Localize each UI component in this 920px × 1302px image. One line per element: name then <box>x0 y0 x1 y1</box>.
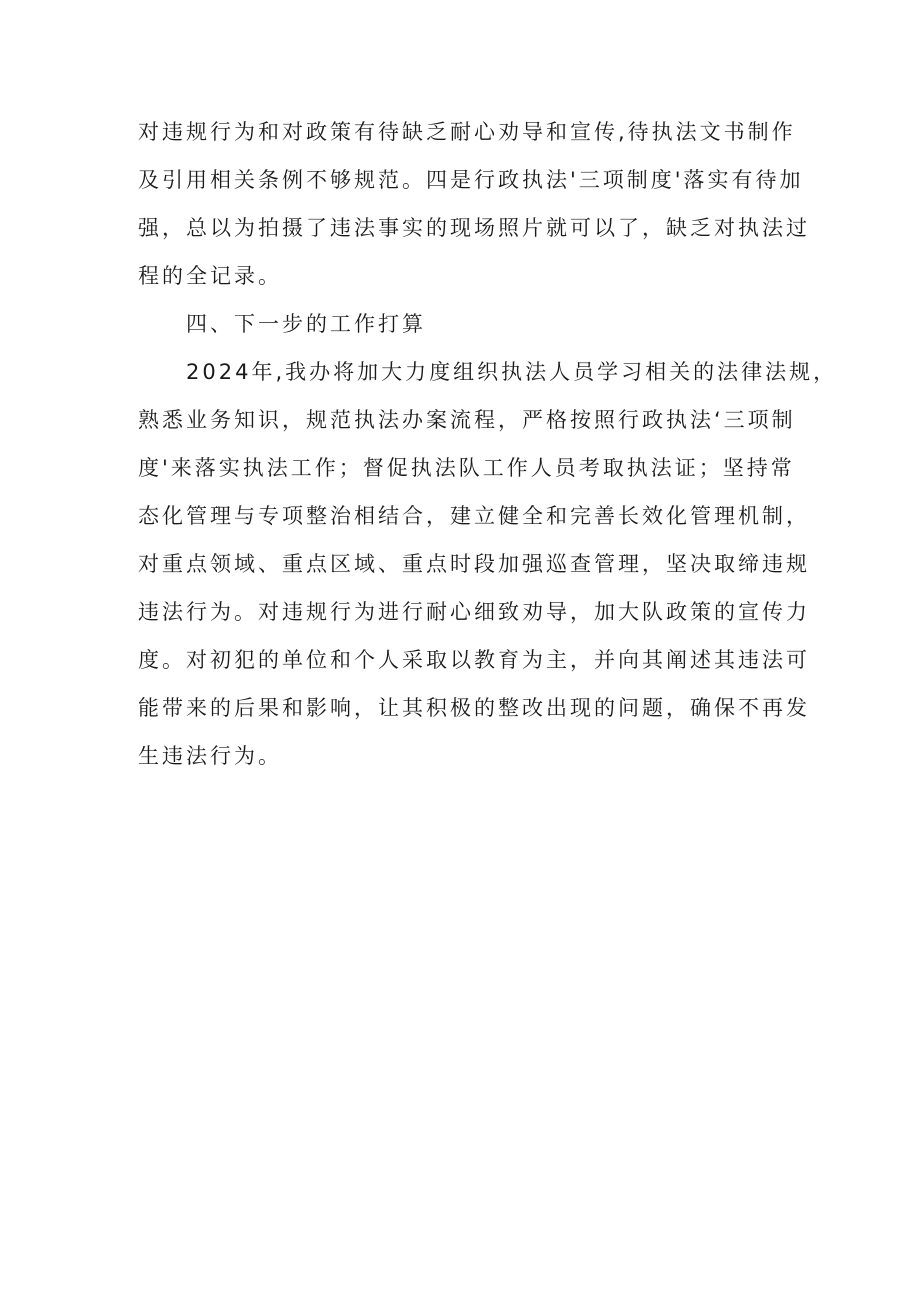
paragraph-line: 2024年,我办将加大力度组织执法人员学习相关的法律法规， <box>186 360 838 384</box>
paragraph-line: 程的全记录。 <box>138 264 282 288</box>
paragraph-line: 态化管理与专项整治相结合，建立健全和完善长效化管理机制， <box>138 504 810 528</box>
paragraph-line: 熟悉业务知识，规范执法办案流程，严格按照行政执法‘三项制 <box>138 408 796 432</box>
section-heading-text: 四、下一步的工作打算 <box>186 312 426 336</box>
paragraph-work-plan <box>138 348 838 780</box>
paragraph-line: 能带来的后果和影响，让其积极的整改出现的问题，确保不再发 <box>138 696 810 720</box>
paragraph-line: 对违规行为和对政策有待缺乏耐心劝导和宣传,待执法文书制作 <box>138 120 796 144</box>
paragraph-line: 及引用相关条例不够规范。四是行政执法'三项制度'落实有待加 <box>138 168 804 192</box>
paragraph-line: 违法行为。对违规行为进行耐心细致劝导，加大队政策的宣传力 <box>138 600 810 624</box>
paragraph-line: 强，总以为拍摄了违法事实的现场照片就可以了，缺乏对执法过 <box>138 216 810 240</box>
paragraph-line: 对重点领域、重点区域、重点时段加强巡查管理，坚决取缔违规 <box>138 552 810 576</box>
paragraph-continued <box>138 108 810 300</box>
paragraph-line: 度。对初犯的单位和个人采取以教育为主，并向其阐述其违法可 <box>138 648 810 672</box>
paragraph-line: 度'来落实执法工作；督促执法队工作人员考取执法证；坚持常 <box>138 456 795 480</box>
paragraph-line: 生违法行为。 <box>138 744 282 768</box>
section-heading <box>138 300 800 348</box>
